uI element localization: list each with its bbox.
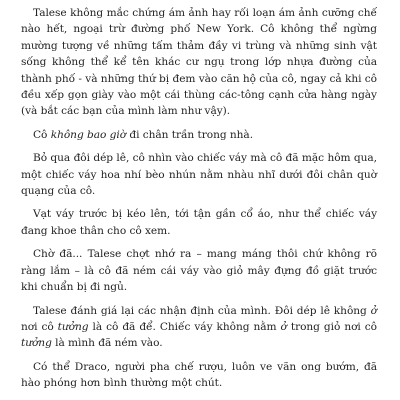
text-run: Chờ đã... Talese chợt nhớ ra – mang máng thôi chứ không rõ ràng lắm – là cô đã ném cái váy vào giỏ mây đựng đồ giặt trước khi chuẩn bị đi ngủ. — [21, 248, 377, 294]
paragraph-1 — [21, 5, 377, 120]
text-run: là mình đã ném vào. — [51, 337, 163, 350]
italic-text-run: ở — [280, 320, 287, 333]
paragraph-6 — [21, 303, 377, 352]
text-run: Bỏ qua đôi dép lê, cô nhìn vào chiếc váy mà cô đã mặc hôm qua, một chiếc váy hoa nhí bèo nhún nằm nhàu nhĩ dưới đôi chân quờ quạng của cô. — [21, 152, 377, 198]
italic-text-run: tưởng — [57, 320, 89, 333]
text-run: nơi cô — [21, 320, 58, 333]
text-run: là cô đã để. Chiếc váy không nằm — [88, 320, 281, 333]
italic-text-run: ở — [370, 304, 377, 317]
text-run: đi chân trần trong nhà. — [126, 128, 254, 141]
paragraph-2 — [21, 127, 377, 143]
text-run: Vạt váy trước bị kéo lên, tới tận gần cổ áo, như thể chiếc váy đang khoe thân cho cô xem. — [21, 208, 377, 237]
text-run: Cô — [33, 128, 51, 141]
text-run: Talese không mắc chứng ám ảnh hay rối loạn ám ảnh cưỡng chế nào hết, ngoại trừ đường phố New York. Cô không thể ngừng mường tượng về những tấm thảm đầy vi trùng và những sinh vật sống không thể kể tên khác cư ngụ trong lớp nhựa đường của thành phố - và những thứ bị đem vào căn hộ của cô, ngay cả khi cô đều xếp gọn giày vào một cái thùng các-tông cạnh cửa hàng ngày (và bắt các bạn của mình làm như vậy). — [21, 7, 377, 118]
document-page — [21, 5, 377, 399]
paragraph-7 — [21, 359, 377, 392]
text-run: Có thể Draco, người pha chế rượu, luôn ve vãn ong bướm, đã hào phóng hơn bình thường một chút. — [21, 360, 377, 390]
text-run: Talese đánh giá lại các nhận định của mình. Đôi dép lê không — [33, 304, 371, 317]
paragraph-5 — [21, 246, 377, 295]
paragraph-3 — [21, 150, 377, 199]
text-run: trong giỏ nơi cô — [286, 320, 377, 333]
italic-text-run: tưởng — [21, 337, 52, 350]
paragraph-4 — [21, 206, 377, 239]
italic-text-run: không bao giờ — [50, 128, 127, 141]
